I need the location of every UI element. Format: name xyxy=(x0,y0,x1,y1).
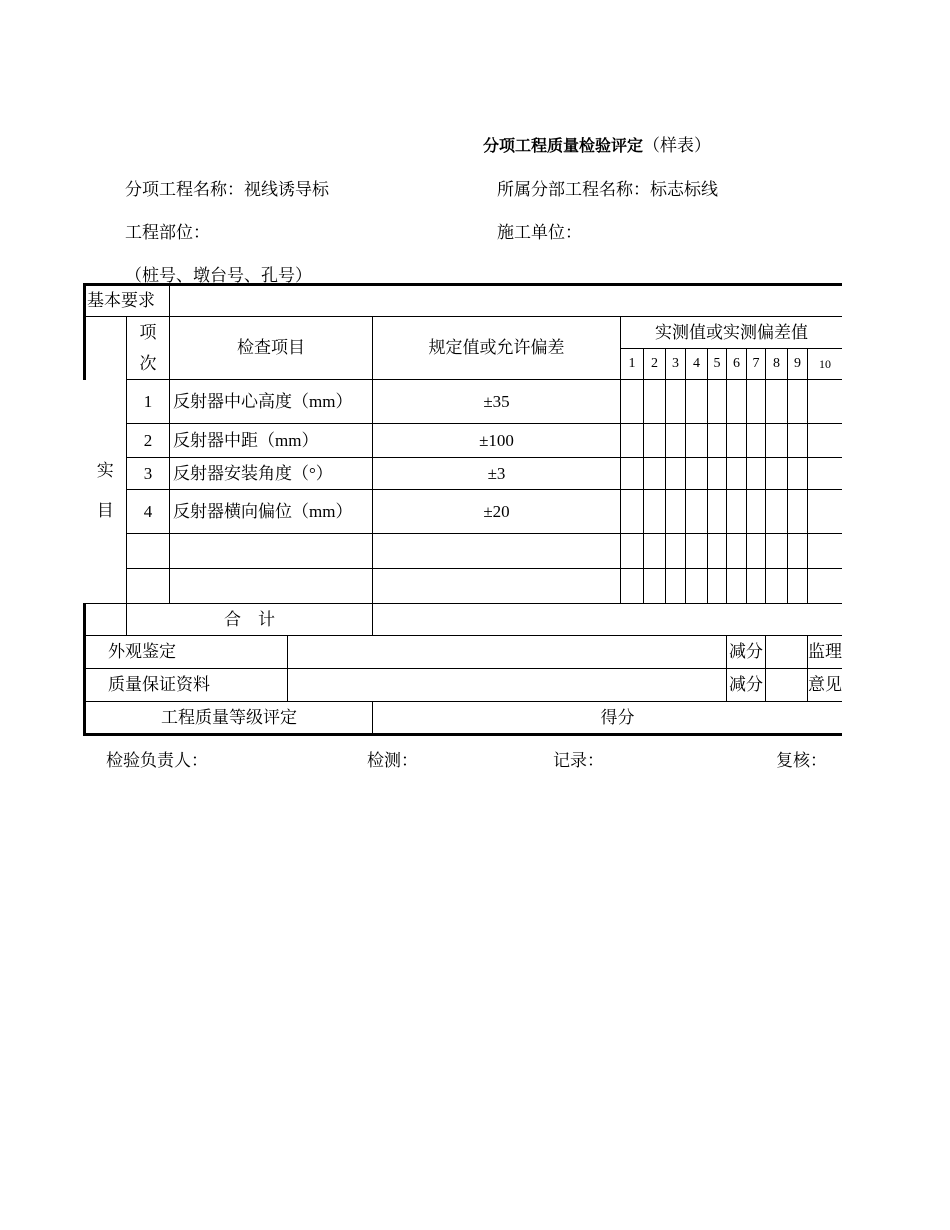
title-main: 分项工程质量检验评定 xyxy=(483,136,644,155)
total-label: 合 计 xyxy=(127,604,373,636)
page-title xyxy=(483,131,711,156)
measure-col-8: 8 xyxy=(766,349,788,380)
measure-col-7: 7 xyxy=(747,349,766,380)
row-4-m1[interactable] xyxy=(621,490,644,534)
total-spacer xyxy=(85,604,127,636)
quality-docs-label: 质量保证资料 xyxy=(85,669,288,702)
row-6-spec xyxy=(373,569,621,604)
row-5-m7[interactable] xyxy=(747,534,766,569)
row-2-m10[interactable] xyxy=(808,424,843,458)
row-1-no: 1 xyxy=(127,380,170,424)
row-4-m9[interactable] xyxy=(788,490,808,534)
measure-col-3: 3 xyxy=(666,349,686,380)
tester-label: 检测： xyxy=(367,751,418,770)
row-3-m6[interactable] xyxy=(727,458,747,490)
row-4-m8[interactable] xyxy=(766,490,788,534)
total-value xyxy=(373,604,843,636)
quality-docs-deduct-label: 减分 xyxy=(727,669,766,702)
row-6-m1[interactable] xyxy=(621,569,644,604)
row-4-m6[interactable] xyxy=(727,490,747,534)
row-4-item: 反射器横向偏位（mm） xyxy=(170,490,373,534)
supervisor-label-1 xyxy=(808,636,843,669)
row-4-m3[interactable] xyxy=(666,490,686,534)
row-2-m8[interactable] xyxy=(766,424,788,458)
row-6-m3[interactable] xyxy=(666,569,686,604)
row-5-item xyxy=(170,534,373,569)
inspector-label: 检验负责人： xyxy=(106,751,208,770)
quality-docs-deduct-value[interactable] xyxy=(766,669,808,702)
inspection-table xyxy=(83,283,842,736)
measure-col-5: 5 xyxy=(708,349,727,380)
row-6-m2[interactable] xyxy=(644,569,666,604)
col-spec-head: 规定值或允许偏差 xyxy=(373,317,621,380)
row-6-m6[interactable] xyxy=(727,569,747,604)
basic-requirements-content xyxy=(170,285,843,317)
row-4-m4[interactable] xyxy=(686,490,708,534)
quality-docs-value[interactable] xyxy=(288,669,727,702)
row-6-m4[interactable] xyxy=(686,569,708,604)
supervisor-text-2: 意见 xyxy=(808,675,843,694)
row-1-m1[interactable] xyxy=(621,380,644,424)
row-1-m6[interactable] xyxy=(727,380,747,424)
appearance-deduct-label: 减分 xyxy=(727,636,766,669)
row-2-m5[interactable] xyxy=(708,424,727,458)
row-5-no xyxy=(127,534,170,569)
row-2-item: 反射器中距（mm） xyxy=(170,424,373,458)
col-measured-head: 实测值或实测偏差值 xyxy=(621,317,843,349)
row-4-no: 4 xyxy=(127,490,170,534)
row-1-spec: ±35 xyxy=(373,380,621,424)
row-5-m4[interactable] xyxy=(686,534,708,569)
appearance-value[interactable] xyxy=(288,636,727,669)
section-label-2: 目 xyxy=(96,501,114,521)
section-label-1: 实 xyxy=(96,461,114,481)
grade-label: 工程质量等级评定 xyxy=(85,702,373,735)
row-2-m9[interactable] xyxy=(788,424,808,458)
row-2-m3[interactable] xyxy=(666,424,686,458)
row-6-m9[interactable] xyxy=(788,569,808,604)
section-label xyxy=(85,380,127,604)
col-index-head-1: 项 xyxy=(127,317,170,349)
row-4-m5[interactable] xyxy=(708,490,727,534)
row-1-m3[interactable] xyxy=(666,380,686,424)
col-index-head-2: 次 xyxy=(127,349,170,380)
row-4-m7[interactable] xyxy=(747,490,766,534)
row-3-m4[interactable] xyxy=(686,458,708,490)
row-3-m1[interactable] xyxy=(621,458,644,490)
row-4-m2[interactable] xyxy=(644,490,666,534)
measure-col-10: 10 xyxy=(808,349,843,380)
row-1-item: 反射器中心高度（mm） xyxy=(170,380,373,424)
supervisor-text-1: 监理 xyxy=(808,642,843,661)
row-3-m9[interactable] xyxy=(788,458,808,490)
row-1-m2[interactable] xyxy=(644,380,666,424)
row-2-m1[interactable] xyxy=(621,424,644,458)
row-2-m4[interactable] xyxy=(686,424,708,458)
appearance-deduct-value[interactable] xyxy=(766,636,808,669)
row-5-m6[interactable] xyxy=(727,534,747,569)
reviewer-label: 复核： xyxy=(776,751,827,770)
row-2-m7[interactable] xyxy=(747,424,766,458)
measure-col-6: 6 xyxy=(727,349,747,380)
row-5-m3[interactable] xyxy=(666,534,686,569)
row-2-spec: ±100 xyxy=(373,424,621,458)
section-spacer xyxy=(85,317,127,380)
row-6-m5[interactable] xyxy=(708,569,727,604)
title-suffix: （样表） xyxy=(643,136,712,155)
row-6-item xyxy=(170,569,373,604)
measure-col-9: 9 xyxy=(788,349,808,380)
row-6-m10[interactable] xyxy=(808,569,843,604)
row-1-m7[interactable] xyxy=(747,380,766,424)
row-3-m3[interactable] xyxy=(666,458,686,490)
row-3-no: 3 xyxy=(127,458,170,490)
row-3-m5[interactable] xyxy=(708,458,727,490)
score-label: 得分 xyxy=(373,702,843,735)
recorder-label: 记录： xyxy=(553,751,604,770)
row-4-m10[interactable] xyxy=(808,490,843,534)
row-6-m8[interactable] xyxy=(766,569,788,604)
col-item-head: 检查项目 xyxy=(170,317,373,380)
row-5-m5[interactable] xyxy=(708,534,727,569)
row-1-m5[interactable] xyxy=(708,380,727,424)
row-3-item: 反射器安装角度（°） xyxy=(170,458,373,490)
subitem-name: 分项工程名称：视线诱导标 xyxy=(125,180,329,199)
contractor: 施工单位： xyxy=(497,223,582,242)
row-5-m1[interactable] xyxy=(621,534,644,569)
location-note: （桩号、墩台号、孔号） xyxy=(125,266,312,285)
row-5-m10[interactable] xyxy=(808,534,843,569)
project-location: 工程部位： xyxy=(125,223,210,242)
row-2-m6[interactable] xyxy=(727,424,747,458)
row-2-m2[interactable] xyxy=(644,424,666,458)
row-3-m8[interactable] xyxy=(766,458,788,490)
parent-project-name: 所属分部工程名称：标志标线 xyxy=(497,180,718,199)
row-3-m2[interactable] xyxy=(644,458,666,490)
basic-requirements-label: 基本要求 xyxy=(85,285,170,317)
row-3-spec: ±3 xyxy=(373,458,621,490)
row-5-m9[interactable] xyxy=(788,534,808,569)
measure-col-1: 1 xyxy=(621,349,644,380)
row-6-no xyxy=(127,569,170,604)
row-1-m8[interactable] xyxy=(766,380,788,424)
row-5-m2[interactable] xyxy=(644,534,666,569)
measure-col-4: 4 xyxy=(686,349,708,380)
measure-col-2: 2 xyxy=(644,349,666,380)
row-6-m7[interactable] xyxy=(747,569,766,604)
row-5-spec xyxy=(373,534,621,569)
appearance-label: 外观鉴定 xyxy=(85,636,288,669)
row-1-m9[interactable] xyxy=(788,380,808,424)
row-3-m10[interactable] xyxy=(808,458,843,490)
row-5-m8[interactable] xyxy=(766,534,788,569)
supervisor-label-2 xyxy=(808,669,843,702)
row-4-spec: ±20 xyxy=(373,490,621,534)
row-3-m7[interactable] xyxy=(747,458,766,490)
row-1-m4[interactable] xyxy=(686,380,708,424)
row-1-m10[interactable] xyxy=(808,380,843,424)
row-2-no: 2 xyxy=(127,424,170,458)
